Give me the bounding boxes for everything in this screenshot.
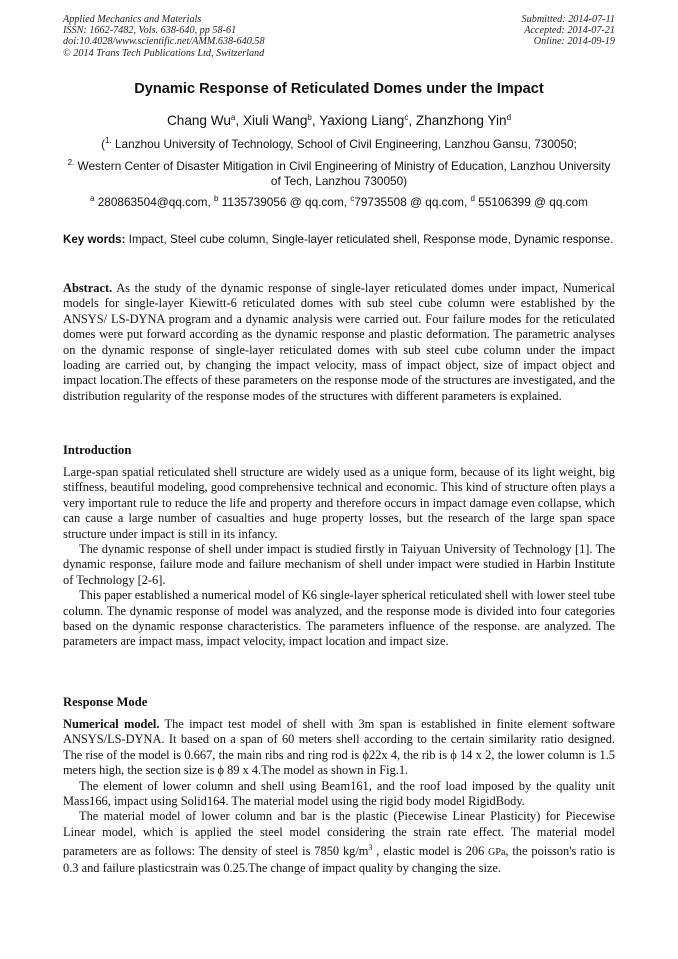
paragraph [63, 717, 615, 779]
journal-name: Applied Mechanics and Materials [63, 14, 202, 25]
text-run: , elastic model is 206 [372, 844, 489, 859]
introduction-body [63, 465, 615, 650]
aff-sup: 2. [67, 158, 75, 167]
superscript: 3 [368, 843, 373, 853]
email-sup: a [90, 194, 95, 203]
response-mode-body [63, 717, 615, 876]
author-sup: a [230, 113, 236, 122]
author-name: Chang Wu [166, 113, 231, 128]
numerical-model-text: The impact test model of shell with 3m span is established in finite element software ANSYS/LS-DYNA. It based on a span of 60 meters shell according to the certain similarity ratio designed. The rise of the model is 0.667, the main ribs and ring rod is ϕ22x 4, the rib is ϕ 14 x 2, the lower column is 1.5 meters high, the section size is ϕ 89 x 4.The model as shown in Fig.1. [63, 717, 615, 778]
abstract-label: Abstract. [63, 281, 113, 295]
email: 79735508 @ qq.com, [354, 195, 471, 209]
email: 1135739056 @ qq.com, [218, 195, 351, 209]
affiliation-2 [63, 159, 615, 189]
online-date: Online: 2014-09-19 [533, 36, 615, 48]
issn-line: ISSN: 1662-7482, Vols. 638-640, pp 58-61 [63, 25, 237, 37]
author-sup: c [404, 113, 409, 122]
text-run: , the poisson's ratio is 0.3 and failure plasticstrain was 0.25.The change of impact quality by changing the size. [63, 844, 615, 875]
aff-paren: ( [101, 137, 106, 151]
unit-text: GPa [488, 847, 506, 859]
email: 280863504@qq.com, [94, 195, 215, 209]
keywords-label: Key words: [63, 233, 126, 246]
author-name: Yaxiong Liang [319, 113, 405, 128]
abstract [63, 281, 615, 404]
keywords-text: Impact, Steel cube column, Single-layer reticulated shell, Response mode, Dynamic response. [125, 233, 614, 246]
journal-header-right [522, 14, 615, 48]
author-list: Chang Wu$^a$, Xiuli Wang$^b$, Yaxiong Liang$^c$, Zhanzhong Yin$^d$ [166, 113, 512, 128]
aff-text: Lanzhou University of Technology, School of Civil Engineering, Lanzhou Gansu, 730050; [111, 137, 577, 151]
affiliation-1 [63, 137, 615, 152]
author-name: Zhanzhong Yin [415, 113, 507, 128]
numerical-model-label: Numerical model. [63, 717, 160, 731]
copyright-line: © 2014 Trans Tech Publications Ltd, Switzerland [63, 47, 265, 59]
paragraph: The element of lower column and shell using Beam161, and the roof load imposed by the quality unit Mass166, impact using Solid164. The material model using the rigid body model RigidBody. [63, 778, 615, 809]
abstract-paragraph [63, 281, 615, 404]
journal-header-left [63, 14, 265, 59]
keywords [63, 232, 615, 247]
author-sup: d [506, 113, 512, 122]
aff-text: Western Center of Disaster Mitigation in Civil Engineering of Ministry of Education, Lanzhou University of Tech, Lanzhou 730050) [74, 159, 611, 188]
section-heading-introduction: Introduction [63, 443, 132, 457]
author-name: Xiuli Wang [242, 113, 308, 128]
submitted-date: Submitted: 2014-07-11 [521, 14, 615, 25]
paragraph: Large-span spatial reticulated shell structure are widely used as a unique form, because of its light weight, big stiffness, beautiful modeling, good comprehensive technical and economic. This kind of structure often plays a very important rule to reduce the life and property and therefore occurs in impact damage even collapse, which can cause a large number of casualties and huge property losses, but the research of the large span space structure under impact is still in its infancy. [63, 465, 615, 541]
aff-sup: 1. [105, 136, 112, 145]
section-heading-response-mode: Response Mode [63, 695, 148, 709]
accepted-date: Accepted: 2014-07-21 [524, 25, 615, 37]
paragraph [63, 809, 615, 876]
email: 55106399 @ qq.com [474, 195, 588, 209]
paragraph: The dynamic response of shell under impact is studied firstly in Taiyuan University of Technology [1]. The dynamic response, failure mode and failure mechanism of shell under impact were studied in Harbin Institute of Technology [2-6]. [63, 542, 615, 587]
paragraph: This paper established a numerical model of K6 single-layer spherical reticulated shell with lower steel tube column. The dynamic response of model was analyzed, and the response mode is divided into four categories based on the dynamic response characteristics. The parameters influence of the response. are analyzed. The parameters are impact mass, impact velocity, impact location and impact size. [63, 588, 615, 649]
email-sup: b [214, 194, 219, 203]
paper-title: Dynamic Response of Reticulated Domes under the Impact [134, 81, 544, 97]
email-list [0, 195, 678, 209]
email-sup: c [350, 194, 355, 203]
author-sup: b [307, 113, 312, 122]
text-run: The material model of lower column and bar is the plastic (Piecewise Linear Plasticity) for Piecewise Linear model, which is applied the steel model considering the strain rate effect. The material model parameters are as follows: The density of steel is 7850 kg/m [63, 809, 615, 859]
abstract-text: As the study of the dynamic response of single-layer reticulated domes under impact, Numerical models for single-layer Kiewitt-6 reticulated domes with sub steel cube column were established by the ANSYS/ LS-DYNA program and a dynamic analysis were carried out. Four failure modes for the reticulated domes were put forward according as the dynamic response and plastic deformation. The parametric analyses on the dynamic response of single-layer reticulated domes with sub steel cube column under the impact loading are carried out, by changing the impact velocity, mass of impact object, size of impact object and impact location.The effects of these parameters on the response mode of the structures are investigated, and the distribution regularity of the response modes of the structures with different parameters is explained. [63, 281, 615, 403]
doi-line: doi:10.4028/www.scientific.net/AMM.638-640.58 [63, 36, 265, 48]
email-sup: d [470, 194, 475, 203]
